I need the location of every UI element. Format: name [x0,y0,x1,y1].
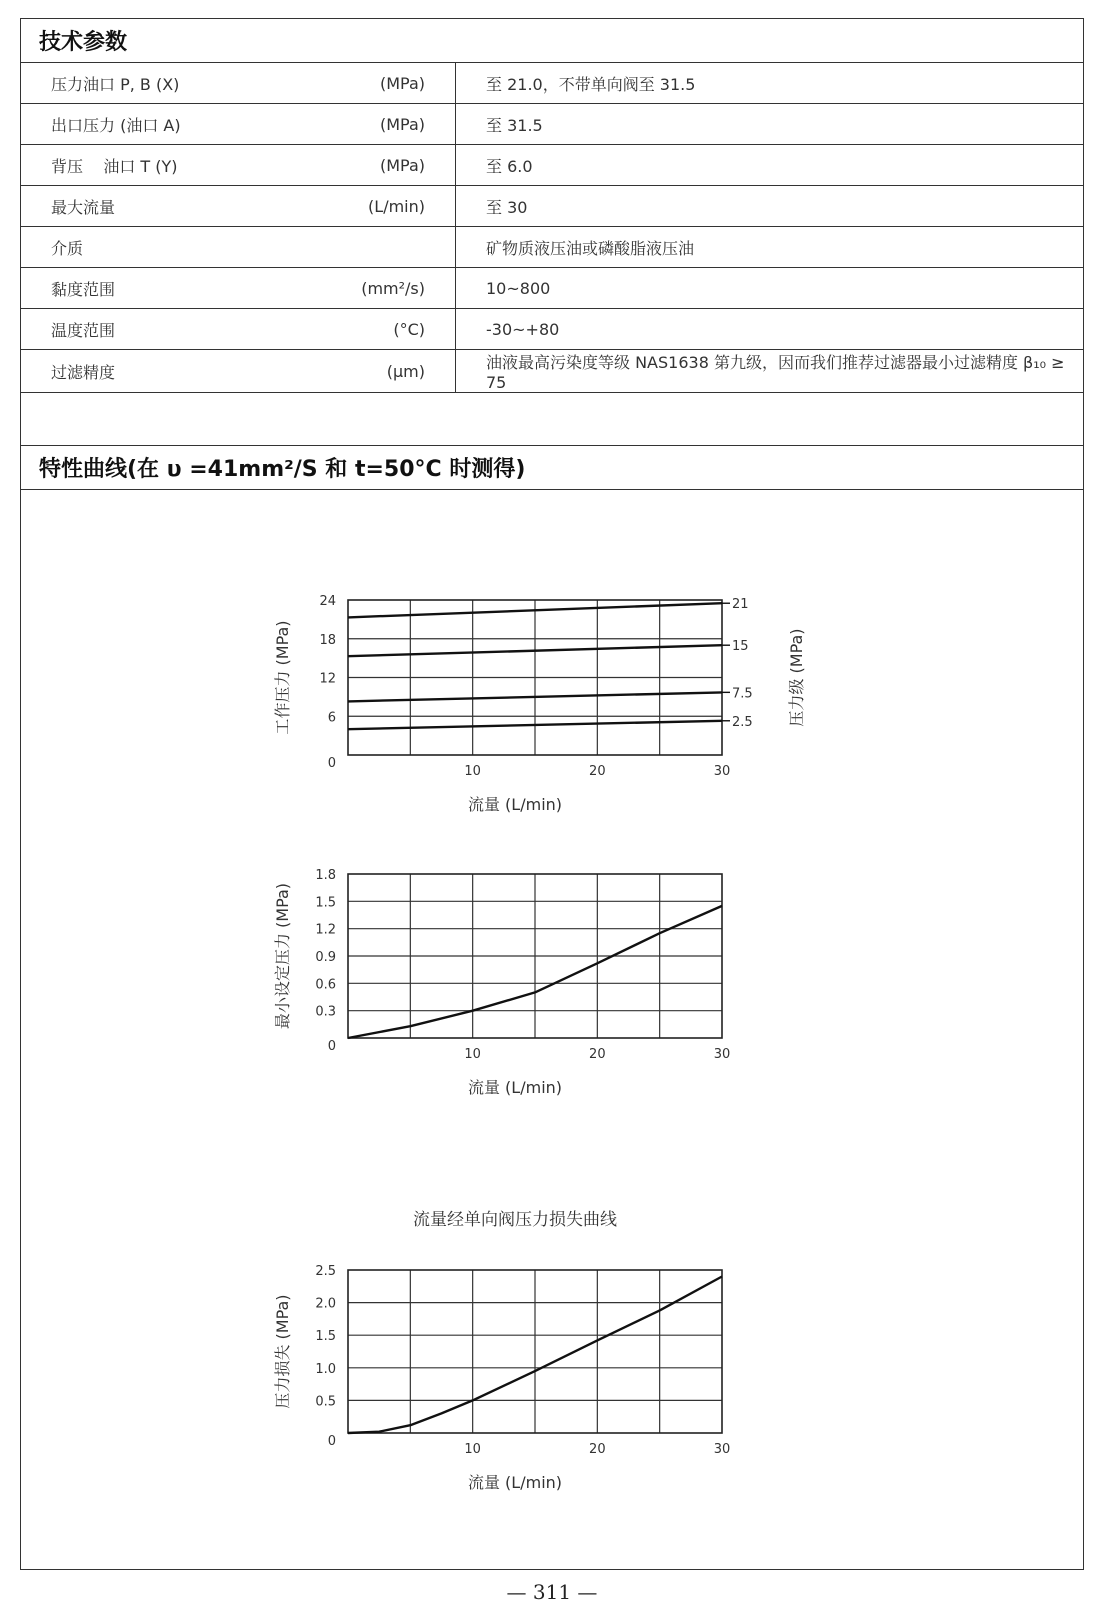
y-tick-label: 2.5 [315,1264,336,1279]
table-row [21,268,1083,309]
y-tick-label: 6 [327,710,336,726]
table-row [21,227,1083,268]
x-tick-label: 10 [464,764,481,779]
x-tick-label: 10 [464,1047,481,1062]
param-unit: (mm²/s) [281,268,456,309]
param-name: 压力油口 P, B (X) [21,63,281,104]
y-axis-label: 最小设定压力 (MPa) [273,882,292,1030]
x-axis-label: 流量 (L/min) [467,795,563,814]
param-unit: (L/min) [281,186,456,227]
param-value: 至 31.5 [456,104,1084,145]
curves-heading: 特性曲线(在 υ =41mm²/S 和 t=50°C 时测得) [21,446,1083,490]
y-tick-label: 0 [327,1434,336,1449]
param-name: 介质 [21,227,281,268]
param-name: 背压 油口 T (Y) [21,145,281,186]
table-row [21,104,1083,145]
table-row [21,186,1083,227]
page-number: — 311 — [506,1580,598,1604]
param-unit: (MPa) [281,145,456,186]
y-tick-label: 1.2 [315,922,336,938]
param-value: 矿物质液压油或磷酸脂液压油 [456,227,1084,268]
y-tick-label: 18 [319,632,336,648]
y-tick-label: 0 [327,756,336,771]
param-name: 过滤精度 [21,350,281,393]
param-name: 温度范围 [21,309,281,350]
param-unit: (°C) [281,309,456,350]
x-axis-label: 流量 (L/min) [467,1078,563,1097]
y-tick-label: 0.5 [315,1394,336,1410]
table-row [21,63,1083,104]
y-tick-label: 0 [327,1039,336,1054]
table-row [21,145,1083,186]
param-value: 油液最高污染度等级 NAS1638 第九级，因而我们推荐过滤器最小过滤精度 β₁₀ ≥ 75 [456,350,1084,393]
param-unit: (MPa) [281,104,456,145]
param-value: 至 30 [456,186,1084,227]
y-tick-label: 0.6 [315,977,336,993]
param-value: 至 6.0 [456,145,1084,186]
series-label: 2.5 [732,714,753,730]
x-tick-label: 30 [713,1047,731,1062]
x-tick-label: 30 [713,764,731,779]
param-unit: (μm) [281,350,456,393]
series-label: 7.5 [732,686,753,702]
param-name: 黏度范围 [21,268,281,309]
table-row [21,309,1083,350]
y-tick-label: 1.5 [315,1329,336,1345]
param-value: 10~800 [456,268,1084,309]
y-tick-label: 1.0 [315,1361,336,1377]
chart-title: 流量经单向阀压力损失曲线 [413,1210,617,1230]
y-tick-label: 1.5 [315,895,336,911]
spec-table [21,63,1083,393]
x-tick-label: 20 [589,1047,606,1062]
x-tick-label: 30 [713,1442,731,1457]
y-tick-label: 12 [319,671,336,687]
y-axis-label: 工作压力 (MPa) [273,620,292,735]
x-tick-label: 20 [589,1442,606,1457]
y-tick-label: 0.9 [315,950,336,965]
param-value: 至 21.0，不带单向阀至 31.5 [456,63,1084,104]
series-label: 21 [732,597,749,613]
param-unit [281,227,456,268]
param-value: -30~+80 [456,309,1084,350]
y-tick-label: 0.3 [315,1004,336,1020]
param-unit: (MPa) [281,63,456,104]
param-name: 最大流量 [21,186,281,227]
x-tick-label: 20 [589,764,606,779]
y-axis-label: 压力损失 (MPa) [273,1294,292,1409]
x-axis-label: 流量 (L/min) [467,1473,563,1492]
y2-axis-label: 压力级 (MPa) [787,628,806,727]
y-tick-label: 24 [319,594,336,609]
y-tick-label: 1.8 [315,868,336,883]
y-tick-label: 2.0 [315,1296,336,1312]
spec-sheet-frame [20,18,1084,1570]
x-tick-label: 10 [464,1442,481,1457]
param-name: 出口压力 (油口 A) [21,104,281,145]
blank-row [21,387,1083,446]
series-label: 15 [732,639,749,655]
tech-params-heading: 技术参数 [21,19,1083,63]
